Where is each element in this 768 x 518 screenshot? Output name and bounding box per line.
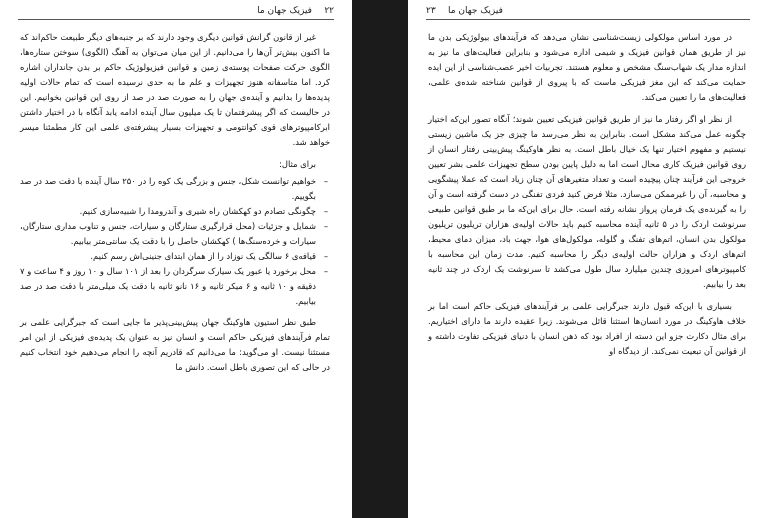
list-item: – چگونگی تصادم دو کهکشان راه شیری و آندرومدا را شبیه‌سازی کنیم. [20, 204, 330, 219]
left-page [0, 0, 352, 518]
page-number: ۲۲ [324, 6, 334, 16]
list-item: – شمایل و جزئیات (محل قرارگیری ستارگان و سیارات، جنس و تناوب مداری ستارگان، سیارات و خرده‌سنگ‌ها ) کهکشان حاصل را با دقت یک سانتی‌متر بیابیم. [20, 219, 330, 249]
page-body [20, 30, 330, 382]
page-header [18, 5, 334, 20]
running-title: فیزیک جهان ما [257, 6, 312, 16]
paragraph: غیر از قانون گرانش قوانین دیگری وجود دارند که بر جنبه‌های دیگر طبیعت حاکم‌اند که ما اکنون بیش‌تر آن‌ها را می‌دانیم. از این میان می‌توان به آهنگ (الگوی) سوختن ستاره‌ها، الگوی حرکت صفحات پوسته‌ی زمین و قوانین فیزیولوژیک حاکم بر بدن جانداران اشاره کرد. اما متاسفانه هنوز تجهیزات و علم ما به حدی نرسیده است که تمام حالات اولیه پدیده‌ها را بدانیم و آینده‌ی جهان را به صورت صد در صد از روی این قوانین بخوانیم. این در حالیست که اگر پیشرفتمان تا یک میلیون سال آینده ادامه یابد آنگاه با در اختیار داشتن ابرکامپیوترهای قوی کوانتومی و تجهیزات بسیار پیشرفته‌ی علمی این کار مطمئنا میسر خواهد شد. [20, 32, 330, 147]
running-title: فیزیک جهان ما [448, 6, 503, 16]
list-item: – قیافه‌ی ۶ سالگی یک نوزاد را از همان ابتدای جنینی‌اش رسم کنیم. [20, 249, 330, 264]
right-page [408, 0, 768, 518]
list-item: – خواهیم توانست شکل، جنس و بزرگی یک کوه را در ۲۵۰ سال آینده با دقت صد در صد بگوییم. [20, 174, 330, 204]
page-number: ۲۳ [426, 6, 436, 16]
paragraph: از نظر او اگر رفتار ما نیز از طریق قوانین فیزیکی تعیین شوند؛ آنگاه تصور این‌که اختیار چگونه عمل می‌کند مشکل است. بنابراین به نظر می‌رسد ما چیزی جز یک ماشین زیستی نیستیم و مفهوم اختیار تنها یک خیال باطل است. به نظر هاوکینگ پیش‌بینی رفتار انسان از روی قوانین فیزیک کاری محال است اما به دلیل پایین بودن سطح تجهیزات علمی بشر تعیین خروجی این فرآیند چنان پیچیده است و تعداد متغیرهای آن چنان زیاد است که عملا پیشگویی و محاسبه، آن را غیرممکن می‌سازد. مثلا فرض کنید فردی تفنگی در دست گرفته است و آن را به گیرنده‌ی یک فرمان پرواز نشانه رفته است. حال برای این‌که ما بر طبق قوانین طبیعی سرنوشت اردک را در ۵ ثانیه آینده محاسبه کنیم باید حالات اولیه‌ی هزاران تریلیون تریلیون مولکول بدن انسان، اتم‌های تفنگ و گلوله، مولکول‌های هوا، جهت باد، میزان دمای محیط، اتم‌های اردک و هزاران حالت اولیه‌ی دیگر را محاسبه کنیم. مدت زمان این محاسبه با کامپیوترهای امروزی چندین میلیارد سال طول می‌کشد تا سرنوشت یک اردک در چند ثانیه بعد را بیابیم. [428, 114, 746, 289]
paragraph: در مورد اساس مولکولی زیست‌شناسی نشان می‌دهد که فرآیندهای بیولوژیکی بدن ما نیز از طریق همان قوانین فیزیک و شیمی اداره می‌شود و بنابراین فعالیت‌های ما نیز به اندازه مدار یک شهاب‌سنگ مشخص و معلوم هستند. تجربیات اخیر عصب‌شناسی از این ایده حمایت می‌کند که این مغز فیزیکی ماست که با پیروی از قوانین شناخته شده‌ی علمی، فعالیت‌های ما را تعیین می‌کند. [428, 32, 746, 102]
page-body [428, 30, 746, 366]
list-item: – محل برخورد یا عبور یک سیارک سرگردان را بعد از ۱۰۱ سال و ۱۰ روز و ۴ ساعت و ۷ دقیقه و ۱۰ ثانیه و ۶ میکر ثانیه و ۱۶ نانو ثانیه با دقت یک میلی‌متر با دقت صد در صد بیابیم. [20, 264, 330, 309]
paragraph: طبق نظر استیون هاوکینگ جهان پیش‌بینی‌پذیر ما جایی است که جبرگرایی علمی بر تمام فرآیندهای فیزیکی حاکم است و انسان نیز به عنوان یک پدیده‌ی فیزیکی از این امر مستثنا نیست. او می‌گوید: ما می‌دانیم که قادریم آنچه را انجام می‌دهیم خود انتخاب کنیم در حالی که این تصوری باطل است. دانش ما [20, 317, 330, 372]
paragraph: بسیاری با این‌که قبول دارند جبرگرایی علمی بر فرآیندهای فیزیکی حاکم است اما بر خلاف هاوکینگ در مورد انسان‌ها استثنا قائل می‌شوند. زیرا عقیده دارند ما دارای اختیاریم. برای مثال دکارت جزو این دسته از افراد بود که ذهن انسان با دنیای فیزیکی تفاوت داشته و از قوانین آن تبعیت نمی‌کند. از دیدگاه او [428, 301, 746, 356]
page-header [426, 5, 750, 20]
paragraph: برای مثال: [279, 159, 316, 169]
